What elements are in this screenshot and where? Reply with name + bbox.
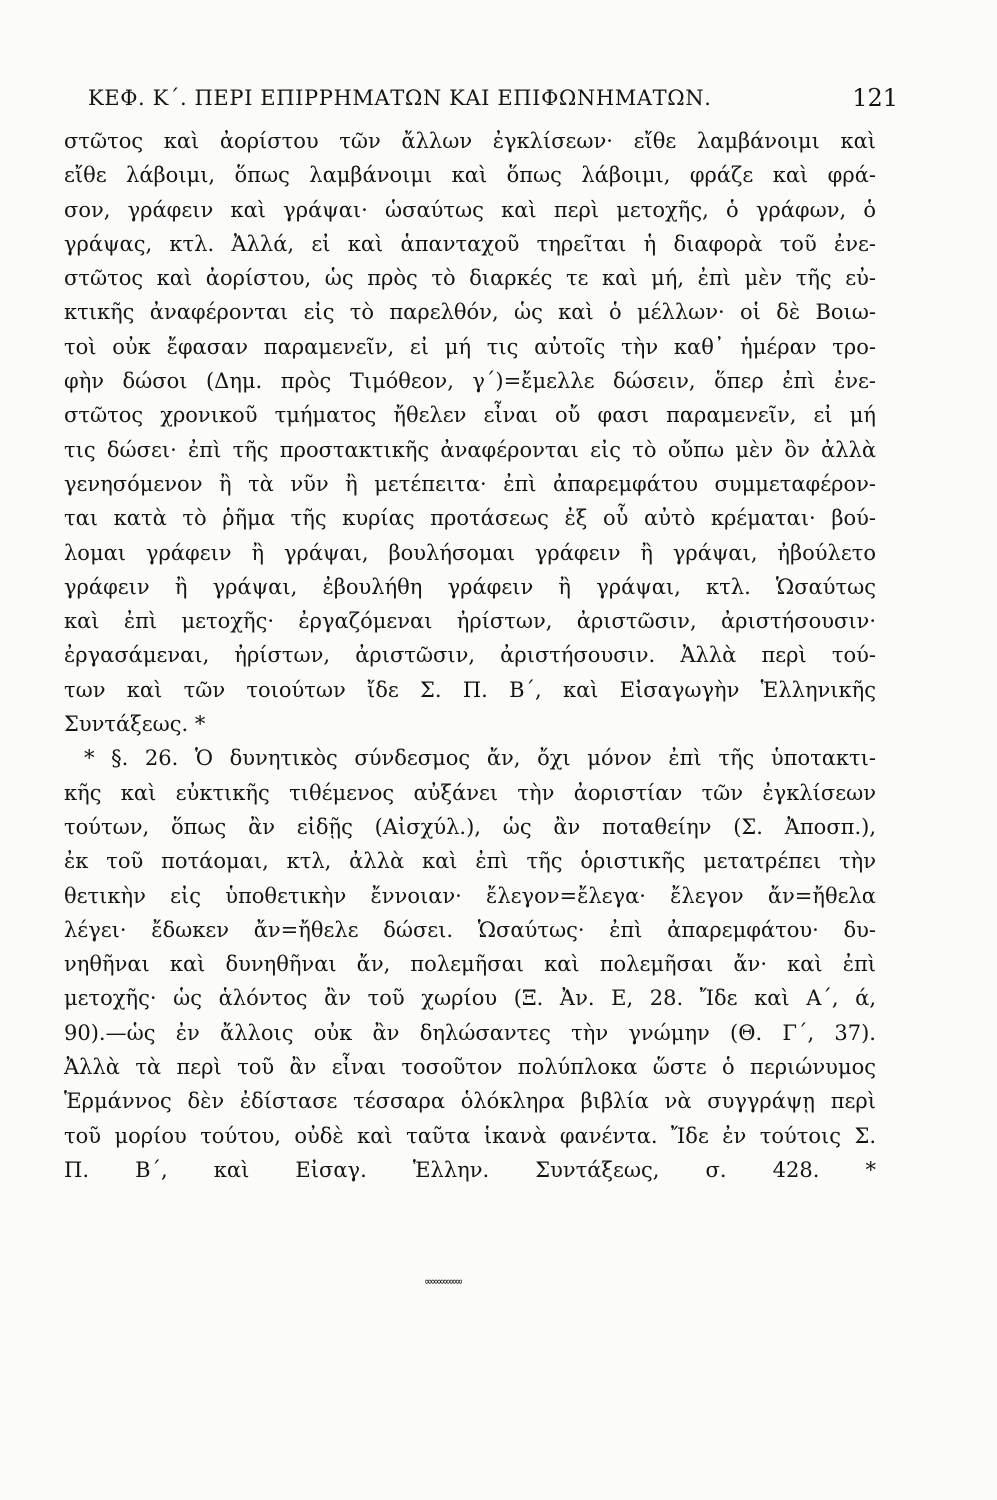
text-line: καὶ ἐπὶ μετοχῆς· ἐργαζόμεναι ἠρίστων, ἀριστῶσιν, ἀριστήσουσιν· bbox=[64, 609, 876, 634]
text-line: Ἑρμάννος δὲν ἐδίστασε τέσσαρα ὁλόκληρα βιβλία νὰ συγγράψῃ περὶ bbox=[64, 1089, 876, 1114]
text-line: ἐκ τοῦ ποτάομαι, κτλ, ἀλλὰ καὶ ἐπὶ τῆς ὁριστικῆς μετατρέπει τὴν bbox=[64, 849, 876, 874]
text-line: γενησόμενον ἢ τὰ νῦν ἢ μετέπειτα· ἐπὶ ἀπαρεμφάτου συμμεταφέρον- bbox=[64, 471, 876, 496]
text-line: των καὶ τῶν τοιούτων ἴδε Σ. Π. Β΄, καὶ Εἰσαγωγὴν Ἑλληνικῆς bbox=[64, 677, 876, 702]
text-line: θετικὴν εἰς ὑποθετικὴν ἔννοιαν· ἔλεγον=ἔλεγα· ἔλεγον ἄν=ἤθελα bbox=[64, 883, 876, 908]
text-line: γράφειν ἢ γράψαι, ἐβουλήθη γράφειν ἢ γράψαι, κτλ. Ὡσαύτως bbox=[64, 574, 876, 599]
text-line: νηθῆναι καὶ δυνηθῆναι ἄν, πολεμῆσαι καὶ πολεμῆσαι ἄν· καὶ ἐπὶ bbox=[64, 952, 876, 977]
tailpiece-ornament: ∞∞∞∞∞∞ bbox=[425, 1275, 462, 1288]
text-line: γράψας, κτλ. Ἀλλά, εἰ καὶ ἁπανταχοῦ τηρεῖται ἡ διαφορὰ τοῦ ἐνε- bbox=[64, 231, 876, 256]
text-line: * §. 26. Ὁ δυνητικὸς σύνδεσμος ἄν, ὄχι μόνον ἐπὶ τῆς ὑποτακτι- bbox=[84, 746, 876, 771]
page-header bbox=[88, 86, 898, 122]
text-line: Συντάξεως. * bbox=[64, 712, 206, 737]
page-number: 121 bbox=[852, 84, 898, 112]
text-line: τούτων, ὅπως ἂν εἰδῇς (Αἰσχύλ.), ὡς ἂν ποταθείην (Σ. Ἀποσπ.), bbox=[64, 814, 876, 839]
body-text bbox=[64, 124, 876, 1187]
text-line: 90).—ὡς ἐν ἄλλοις οὐκ ἂν δηλώσαντες τὴν γνώμην (Θ. Γ΄, 37). bbox=[64, 1020, 876, 1045]
text-line: φὴν δώσοι (Δημ. πρὸς Τιμόθεον, γ΄)=ἔμελλε δώσειν, ὅπερ ἐπὶ ἐνε- bbox=[64, 369, 876, 394]
text-line: στῶτος καὶ ἀορίστου, ὡς πρὸς τὸ διαρκές τε καὶ μή, ἐπὶ μὲν τῆς εὐ- bbox=[64, 266, 876, 291]
text-line: σον, γράφειν καὶ γράψαι· ὡσαύτως καὶ περὶ μετοχῆς, ὁ γράφων, ὁ bbox=[64, 197, 876, 222]
text-line: ται κατὰ τὸ ῥῆμα τῆς κυρίας προτάσεως ἐξ οὗ αὐτὸ κρέμαται· βού- bbox=[64, 506, 876, 531]
text-line: τοὶ οὐκ ἔφασαν παραμενεῖν, εἰ μή τις αὐτοῖς τὴν καθ᾽ ἡμέραν τρο- bbox=[64, 334, 876, 359]
text-line: τις δώσει· ἐπὶ τῆς προστακτικῆς ἀναφέρονται εἰς τὸ οὔπω μὲν ὂν ἀλλὰ bbox=[64, 437, 876, 462]
text-line: ἐργασάμεναι, ἠρίστων, ἀριστῶσιν, ἀριστήσουσιν. Ἀλλὰ περὶ τού- bbox=[64, 643, 876, 668]
text-line: Π. Β΄, καὶ Εἰσαγ. Ἑλλην. Συντάξεως, σ. 428. * bbox=[64, 1157, 876, 1182]
running-head: ΚΕΦ. Κ΄. ΠΕΡΙ ΕΠΙΡΡΗΜΑΤΩΝ ΚΑΙ ΕΠΙΦΩΝΗΜΑΤΩΝ. bbox=[88, 86, 712, 110]
text-line: στῶτος χρονικοῦ τμήματος ἤθελεν εἶναι οὔ φασι παραμενεῖν, εἰ μή bbox=[64, 403, 876, 428]
text-line: κτικῆς ἀναφέρονται εἰς τὸ παρελθόν, ὡς καὶ ὁ μέλλων· οἱ δὲ Βοιω- bbox=[64, 300, 876, 325]
text-line: κῆς καὶ εὐκτικῆς τιθέμενος αὐξάνει τὴν ἀοριστίαν τῶν ἐγκλίσεων bbox=[64, 780, 876, 805]
text-line: λομαι γράφειν ἢ γράψαι, βουλήσομαι γράφειν ἢ γράψαι, ἠβούλετο bbox=[64, 540, 876, 565]
text-line: Ἀλλὰ τὰ περὶ τοῦ ἂν εἶναι τοσοῦτον πολύπλοκα ὥστε ὁ περιώνυμος bbox=[64, 1055, 876, 1080]
text-line: μετοχῆς· ὡς ἁλόντος ἂν τοῦ χωρίου (Ξ. Ἀν. Ε, 28. Ἴδε καὶ Α΄, ά, bbox=[64, 986, 876, 1011]
text-line: στῶτος καὶ ἀορίστου τῶν ἄλλων ἐγκλίσεων· εἴθε λαμβάνοιμι καὶ bbox=[64, 129, 876, 153]
text-line: εἴθε λάβοιμι, ὅπως λαμβάνοιμι καὶ ὅπως λάβοιμι, φράζε καὶ φρά- bbox=[64, 163, 876, 188]
text-line: λέγει· ἔδωκεν ἄν=ἤθελε δώσει. Ὡσαύτως· ἐπὶ ἀπαρεμφάτου· δυ- bbox=[64, 917, 876, 942]
text-line: τοῦ μορίου τούτου, οὐδὲ καὶ ταῦτα ἱκανὰ φανέντα. Ἴδε ἐν τούτοις Σ. bbox=[64, 1123, 876, 1148]
